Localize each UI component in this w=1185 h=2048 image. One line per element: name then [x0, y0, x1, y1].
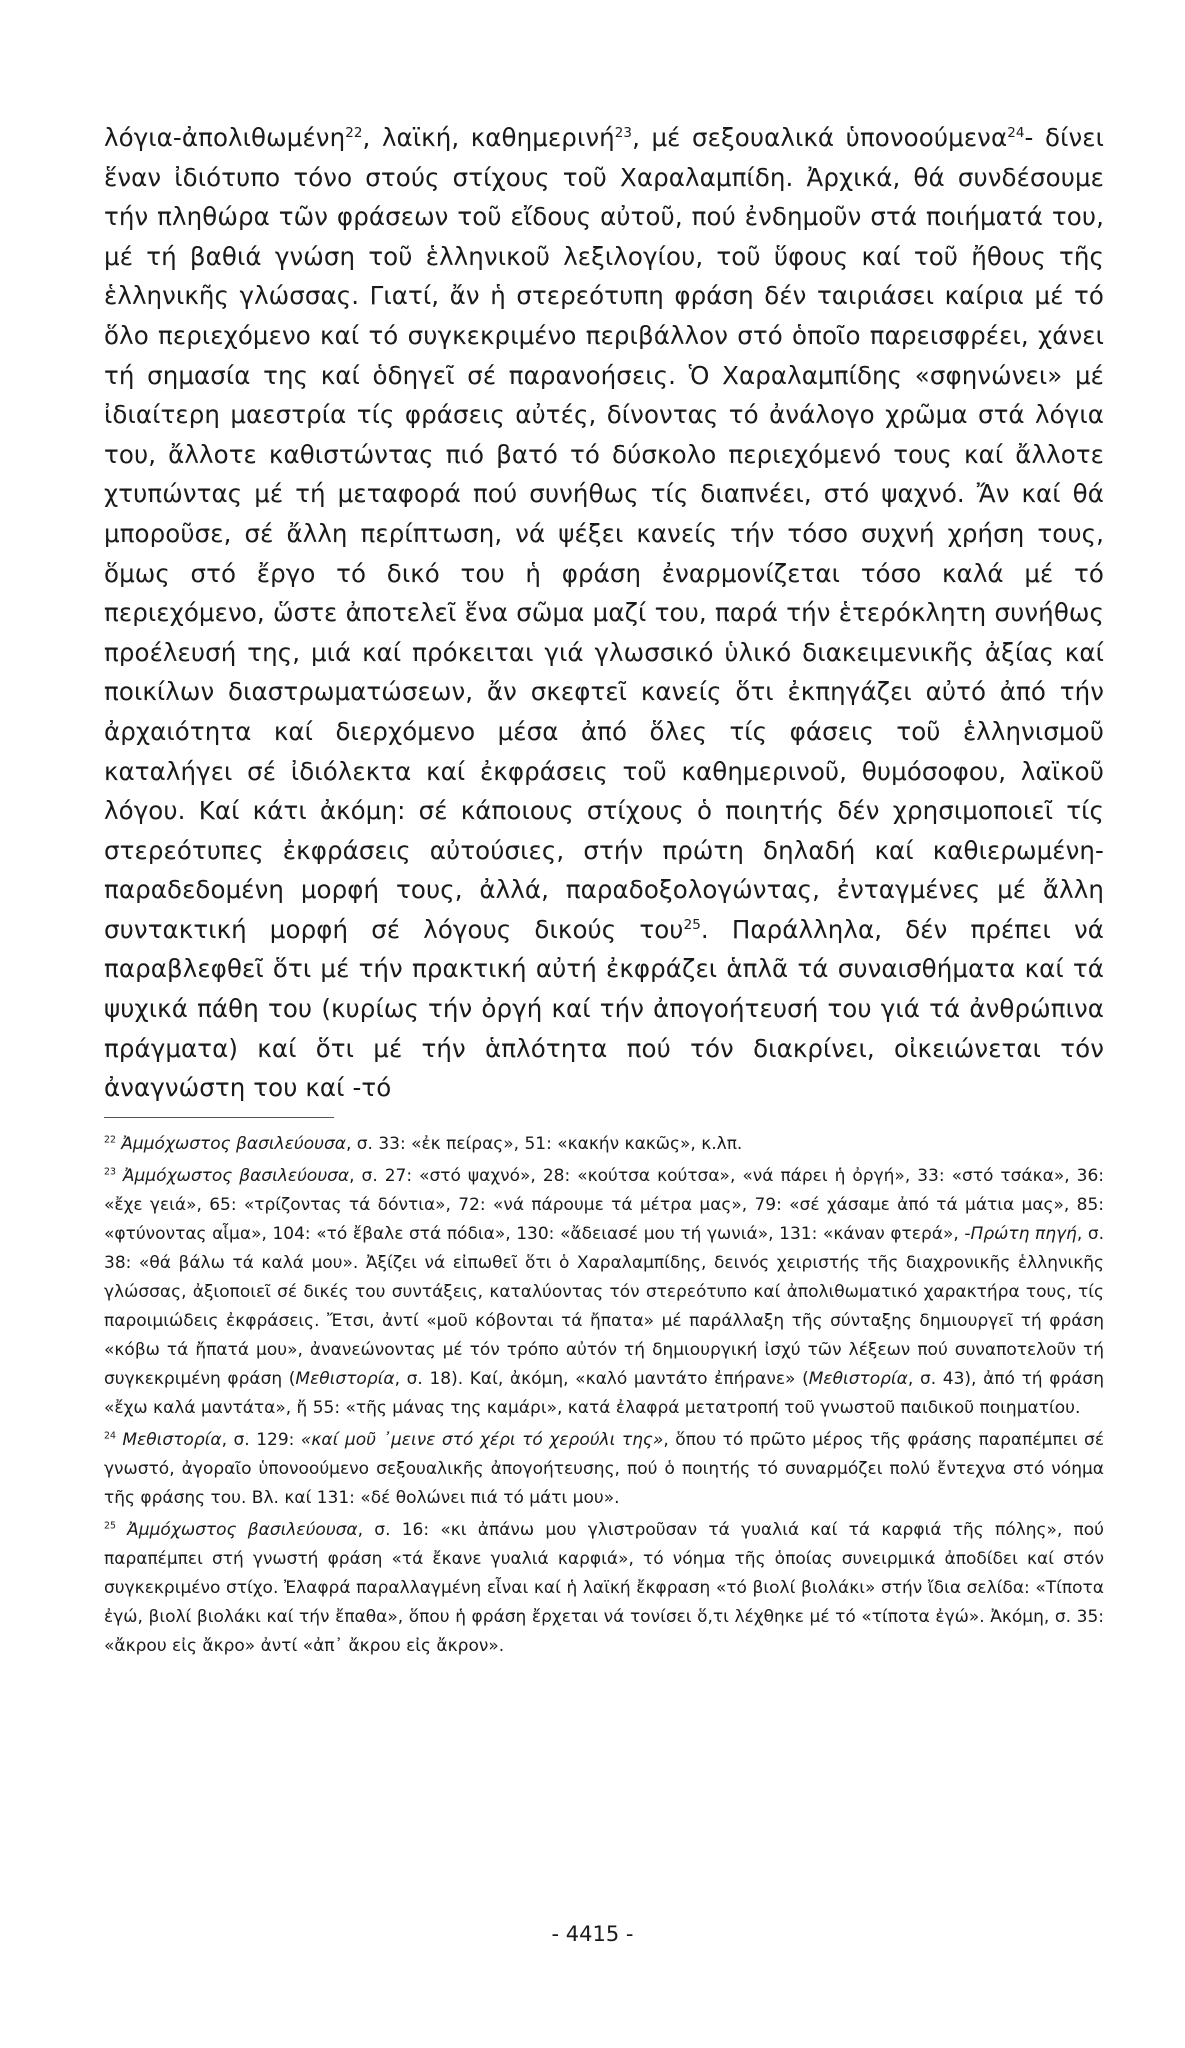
footnote-text: , σ. 38: «θά βάλω τά καλά μου». Ἀξίζει νά εἰπωθεῖ ὅτι ὁ Χαραλαμπίδης, δεινός χειριστής τῆς διαχρονικῆς ἑλληνικῆς γλώσσας, ἀξιοποιεῖ σέ δικές του συντάξεις, καταλύοντας τόν στερεότυπο καί ἀπολιθωματικό χαρακτήρα τους, τίς παροιμιώδεις ἐκφράσεις. Ἔτσι, ἀντί «μοῦ κόβονται τά ἤπατα» μέ παράλλαξη τῆς σύνταξης δημιουργεῖ τή φράση «κόβω τά ἤπατά μου», ἀνανεώνοντας μέ τόν τρόπο αὐτόν τή δημιουργική ἰσχύ τῶν λέξεων πού συναποτελοῦν τή συγκεκριμένη φράση ( — [104, 1224, 1104, 1389]
text-segment: , μέ σεξουαλικά ὑπονοούμενα — [632, 123, 1008, 152]
main-paragraph — [104, 118, 1104, 1108]
work-title: Μεθιστορία — [122, 1430, 222, 1450]
work-title: Ἀμμόχωστος βασιλεύουσα — [121, 1134, 346, 1154]
work-title: Ἀμμόχωστος βασιλεύουσα — [122, 1166, 350, 1186]
footnotes-section — [104, 1130, 1104, 1664]
footnote-25 — [104, 1516, 1104, 1661]
footnote-24 — [104, 1426, 1104, 1513]
footnote-22 — [104, 1130, 1104, 1159]
footnote-text: , σ. 16: «κι ἀπάνω μου γλιστροῦσαν τά γυαλιά καί τά καρφιά τῆς πόλης», πού παραπέμπει στή γνωστή φράση «τά ἔκανε γυαλιά καρφιά», τό νόημα τῆς ὁποίας συνειρμικά ἀποδίδει καί στόν συγκεκριμένο στίχο. Ἐλαφρά παραλλαγμένη εἶναι καί ἡ λαϊκή ἔκφραση «τό βιολί βιολάκι» στήν ἴδια σελίδα: «Τίποτα ἐγώ, βιολί βιολάκι καί τήν ἔπαθα», ὅπου ἡ φράση ἔρχεται νά τονίσει ὅ,τι λέχθηκε μέ τό «τίποτα ἐγώ». Ἀκόμη, σ. 35: «ἄκρου εἰς ἄκρο» ἀντί «ἀπ᾿ ἄκρου εἰς ἄκρον». — [104, 1520, 1104, 1656]
footnote-number: 23 — [104, 1166, 116, 1178]
footnote-text: , ὅπου τό πρῶτο μέρος τῆς φράσης παραπέμπει σέ γνωστό, ἀγοραῖο ὑπονοούμενο σεξουαλικῆς ἀπογοήτευσης, πού ὁ ποιητής τό συναρμόζει πολύ ἔντεχνα στό νόημα τῆς φράσης του. Βλ. καί 131: «δέ θολώνει πιά τό μάτι μου». — [104, 1430, 1105, 1508]
text-segment: λόγια-ἀπολιθωμένη — [104, 123, 346, 152]
page-number: - 4415 - — [551, 1922, 634, 1946]
footnote-number: 25 — [104, 1520, 116, 1532]
footnote-text: , σ. 43), ἀπό τή φράση «ἔχω καλά μαντάτα», ἤ 55: «τῆς μάνας της καμάρι», κατά ἐλαφρά μετατροπή τοῦ γνωστοῦ παιδικοῦ ποιηματίου. — [104, 1369, 1104, 1418]
footnote-text: , σ. 33: «ἐκ πείρας», 51: «κακήν κακῶς», κ.λπ. — [345, 1134, 743, 1154]
text-segment: . Παράλληλα, δέν πρέπει νά παραβλεφθεῖ ὅτι μέ τήν πρακτική αὐτή ἐκφράζει ἁπλᾶ τά συναισθήματα καί τά ψυχικά πάθη του (κυρίως τήν ὀργή καί τήν ἀπογοήτευσή του γιά τά ἀνθρώπινα πράγματα) καί ὅτι μέ τήν ἁπλότητα πού τόν διακρίνει, οἰκειώνεται τόν ἀναγνώστη του καί -τό — [104, 914, 1104, 1103]
text-segment: - δίνει ἕναν ἰδιότυπο τόνο στούς στίχους τοῦ Χαραλαμπίδη. Ἀρχικά, θά συνδέσουμε τήν πληθώρα τῶν φράσεων τοῦ εἴδους αὐτοῦ, πού ἐνδημοῦν στά ποιήματά του, μέ τή βαθιά γνώση τοῦ ἑλληνικοῦ λεξιλογίου, τοῦ ὕφους καί τοῦ ἤθους τῆς ἑλληνικῆς γλώσσας. Γιατί, ἄν ἡ στερεότυπη φράση δέν ταιριάσει καίρια μέ τό ὅλο περιεχόμενο καί τό συγκεκριμένο περιβάλλον στό ὁποῖο παρεισφρέει, χάνει τή σημασία της καί ὁδηγεῖ σέ παρανοήσεις. Ὁ Χαραλαμπίδης «σφηνώνει» μέ ἰδιαίτερη μαεστρία τίς φράσεις αὐτές, δίνοντας τό ἀνάλογο χρῶμα στά λόγια του, ἄλλοτε καθιστώντας πιό βατό τό δύσκολο περιεχόμενό τους καί ἄλλοτε χτυπώντας μέ τή μεταφορά πού συνήθως τίς διαπνέει, στό ψαχνό. Ἄν καί θά μποροῦσε, σέ ἄλλη περίπτωση, νά ψέξει κανείς τήν τόσο συχνή χρήση τους, ὅμως στό ἔργο τό δικό του ἡ φράση ἐναρμονίζεται τόσο καλά μέ τό περιεχόμενο, ὥστε ἀποτελεῖ ἕνα σῶμα μαζί του, παρά τήν ἑτερόκλητη συνήθως προέλευσή της, μιά καί πρόκειται γιά γλωσσικό ὑλικό διακειμενικῆς ἀξίας καί ποικίλων διαστρωματώσεων, ἄν σκεφτεῖ κανείς ὅτι ἐκπηγάζει αὐτό ἀπό τήν ἀρχαιότητα καί διερχόμενο μέσα ἀπό ὅλες τίς φάσεις τοῦ ἑλληνισμοῦ καταλήγει σέ ἰδιόλεκτα καί ἐκφράσεις τοῦ καθημερινοῦ, θυμόσοφου, λαϊκοῦ λόγου. Καί κάτι ἀκόμη: σέ κάποιους στίχους ὁ ποιητής δέν χρησιμοποιεῖ τίς στερεότυπες ἐκφράσεις αὐτούσιες, στήν πρώτη δηλαδή καί καθιερωμένη-παραδεδομένη μορφή τους, ἀλλά, παραδοξολογώντας, ἐνταγμένες μέ ἄλλη συντακτική μορφή σέ λόγους δικούς του — [104, 123, 1104, 944]
footnote-text: , σ. 129: — [221, 1430, 301, 1450]
footnote-ref-25[interactable]: 25 — [683, 916, 701, 933]
text-segment: , λαϊκή, καθημερινή — [362, 123, 615, 152]
footnote-number: 22 — [104, 1134, 116, 1146]
footnote-ref-24[interactable]: 24 — [1007, 124, 1025, 141]
footnote-separator — [104, 1117, 334, 1118]
work-title: Μεθιστορία — [808, 1369, 908, 1389]
work-title: Πρώτη πηγή — [970, 1224, 1077, 1244]
footnote-23 — [104, 1162, 1104, 1423]
work-title: Ἀμμόχωστος βασιλεύουσα — [127, 1520, 358, 1540]
footnote-ref-22[interactable]: 22 — [345, 124, 363, 141]
footnote-text: , σ. 18). Καί, ἀκόμη, «καλό μαντάτο ἐπήρανε» ( — [394, 1369, 809, 1389]
footnote-number: 24 — [104, 1430, 116, 1442]
quoted-verse: «καί μοῦ ᾿μεινε στό χέρι τό χερούλι της» — [300, 1430, 664, 1450]
footnote-text: , σ. 27: «στό ψαχνό», 28: «κούτσα κούτσα», «νά πάρει ἡ ὀργή», 33: «στό τσάκα», 36: «ἔχε γειά», 65: «τρίζοντας τά δόντια», 72: «νά πάρουμε τά μέτρα μας», 79: «σέ χάσαμε ἀπό τά μάτια μας», 85: «φτύνοντας αἷμα», 104: «τό ἔβαλε στά πόδια», 130: «ἄδειασέ μου τή γωνιά», 131: «κάναν φτερά», - — [104, 1166, 1105, 1244]
work-title: Μεθιστορία — [295, 1369, 395, 1389]
footnote-ref-23[interactable]: 23 — [614, 124, 633, 141]
